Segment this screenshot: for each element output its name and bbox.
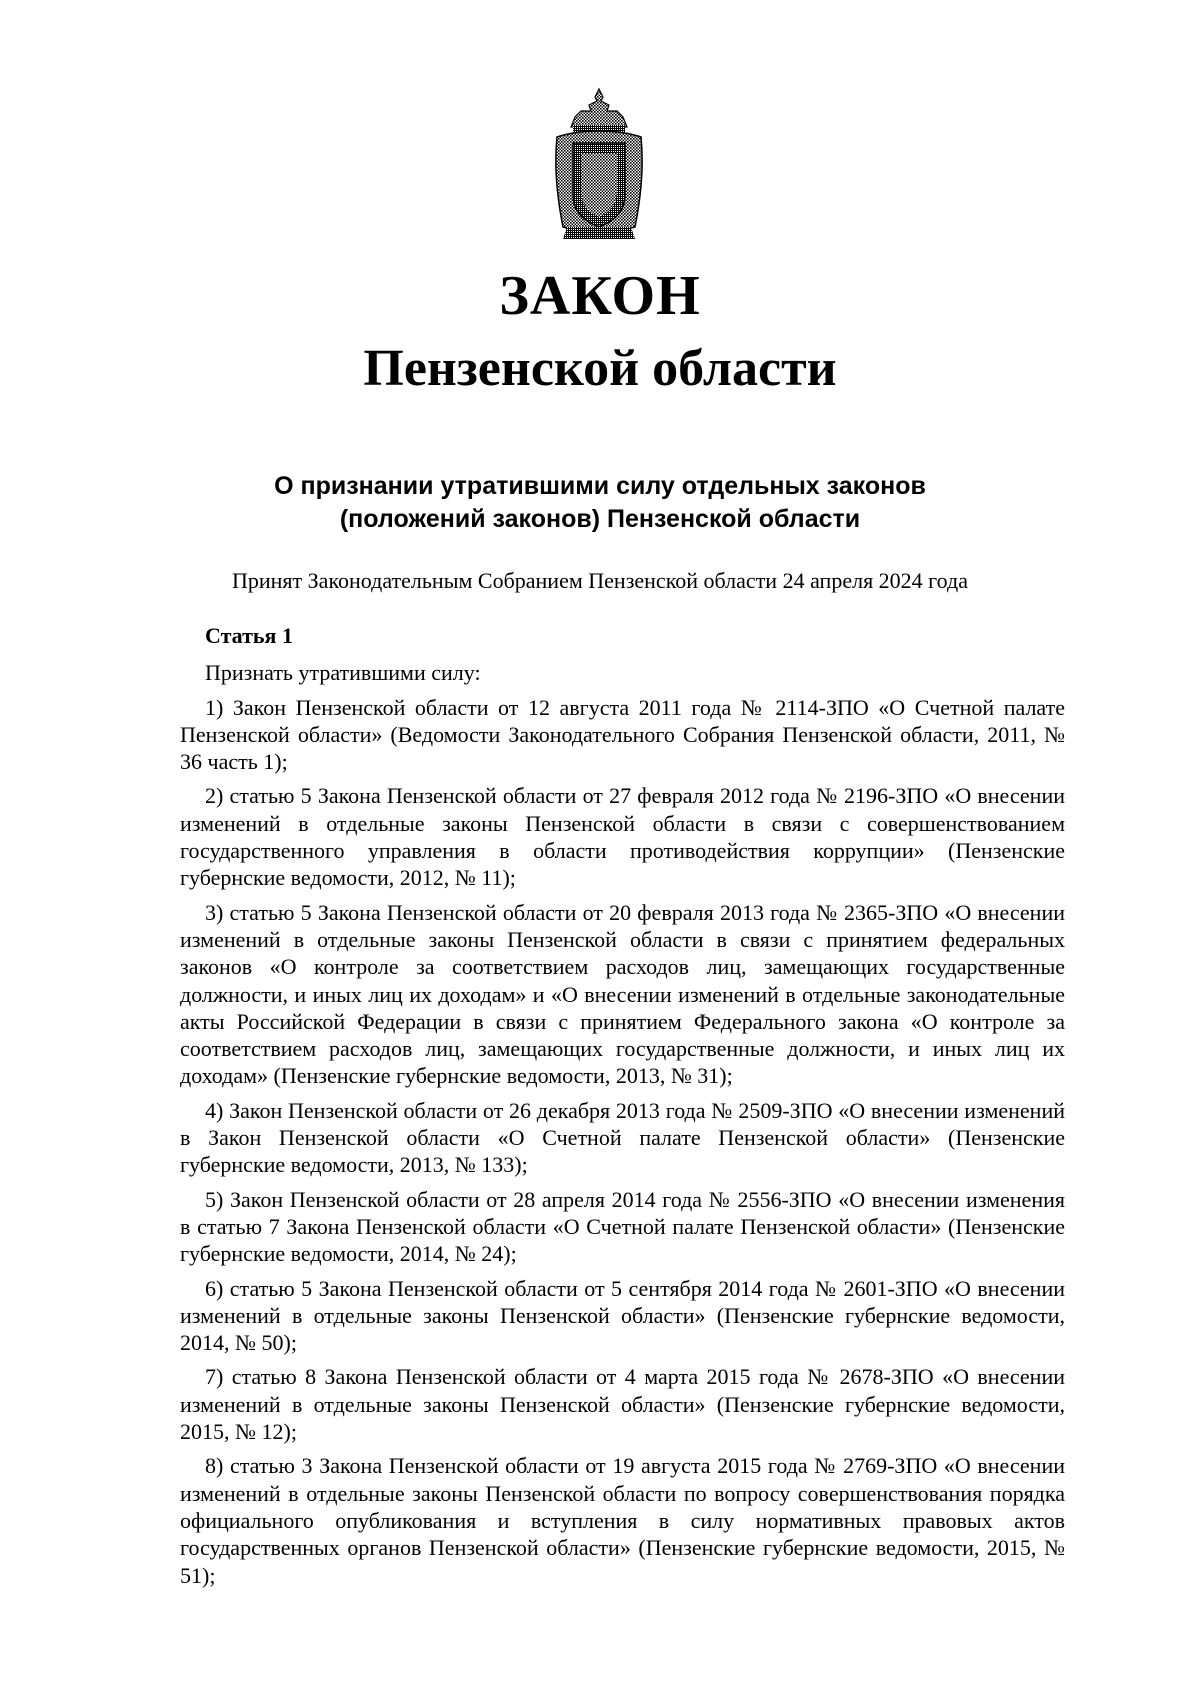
list-item: 7) статью 8 Закона Пензенской области от 4 марта 2015 года № 2678-ЗПО «О внесении изменений в отдельные законы Пензенской области» (Пензенские губернские ведомости, 2015, № 12); bbox=[180, 1364, 1065, 1445]
list-item: 3) статью 5 Закона Пензенской области от 20 февраля 2013 года № 2365-ЗПО «О внесении изменений в отдельные законы Пензенской области в связи с принятием федеральных законов «О контроле за соответствием расходов лиц, замещающих государственные должности, и иных лиц их доходам» и «О внесении изменений в отдельные законодательные акты Российской Федерации в связи с принятием Федерального закона «О контроле за соответствием расходов лиц, замещающих государственные должности, и иных лиц их доходам» (Пензенские губернские ведомости, 2013, № 31); bbox=[180, 899, 1065, 1089]
article-body bbox=[180, 622, 1065, 1596]
list-item: 6) статью 5 Закона Пензенской области от 5 сентября 2014 года № 2601-ЗПО «О внесении изменений в отдельные законы Пензенской области» (Пензенские губернские ведомости, 2014, № 50); bbox=[180, 1275, 1065, 1356]
article-intro: Признать утратившими силу: bbox=[205, 660, 481, 686]
article-title: Статья 1 bbox=[205, 623, 293, 648]
list-item: 1) Закон Пензенской области от 12 августа 2011 года № 2114-ЗПО «О Счетной палате Пензенской области» (Ведомости Законодательного Собрания Пензенской области, 2011, № 36 часть 1); bbox=[180, 694, 1065, 775]
list-item: 5) Закон Пензенской области от 28 апреля 2014 года № 2556-ЗПО «О внесении изменения в статью 7 Закона Пензенской области «О Счетной палате Пензенской области» (Пензенские губернские ведомости, 2014, № 24); bbox=[180, 1186, 1065, 1267]
adoption-statement: Принят Законодательным Собранием Пензенской области 24 апреля 2024 года bbox=[231, 568, 968, 593]
law-heading-line-1: О признании утратившими силу отдельных законов bbox=[274, 472, 926, 500]
law-heading-line-2: (положений законов) Пензенской области bbox=[339, 505, 861, 533]
list-item: 8) статью 3 Закона Пензенской области от 19 августа 2015 года № 2769-ЗПО «О внесении изменений в отдельные законы Пензенской области по вопросу совершенствования порядка официального опубликования и вступления в силу нормативных правовых актов государственных органов Пензенской области» (Пензенские губернские ведомости, 2015, № 51); bbox=[180, 1453, 1065, 1588]
list-item: 2) статью 5 Закона Пензенской области от 27 февраля 2012 года № 2196-ЗПО «О внесении изменений в отдельные законы Пензенской области в связи с совершенствованием государственного управления в области противодействия коррупции» (Пензенские губернские ведомости, 2012, № 11); bbox=[180, 783, 1065, 891]
document-title: ЗАКОН bbox=[499, 265, 701, 327]
coat-of-arms-icon bbox=[543, 87, 655, 245]
list-item: 4) Закон Пензенской области от 26 декабря 2013 года № 2509-ЗПО «О внесении изменений в Закон Пензенской области «О Счетной палате Пензенской области» (Пензенские губернские ведомости, 2013, № 133); bbox=[180, 1097, 1065, 1178]
document-subtitle: Пензенской области bbox=[363, 340, 837, 397]
law-heading bbox=[0, 470, 1200, 536]
